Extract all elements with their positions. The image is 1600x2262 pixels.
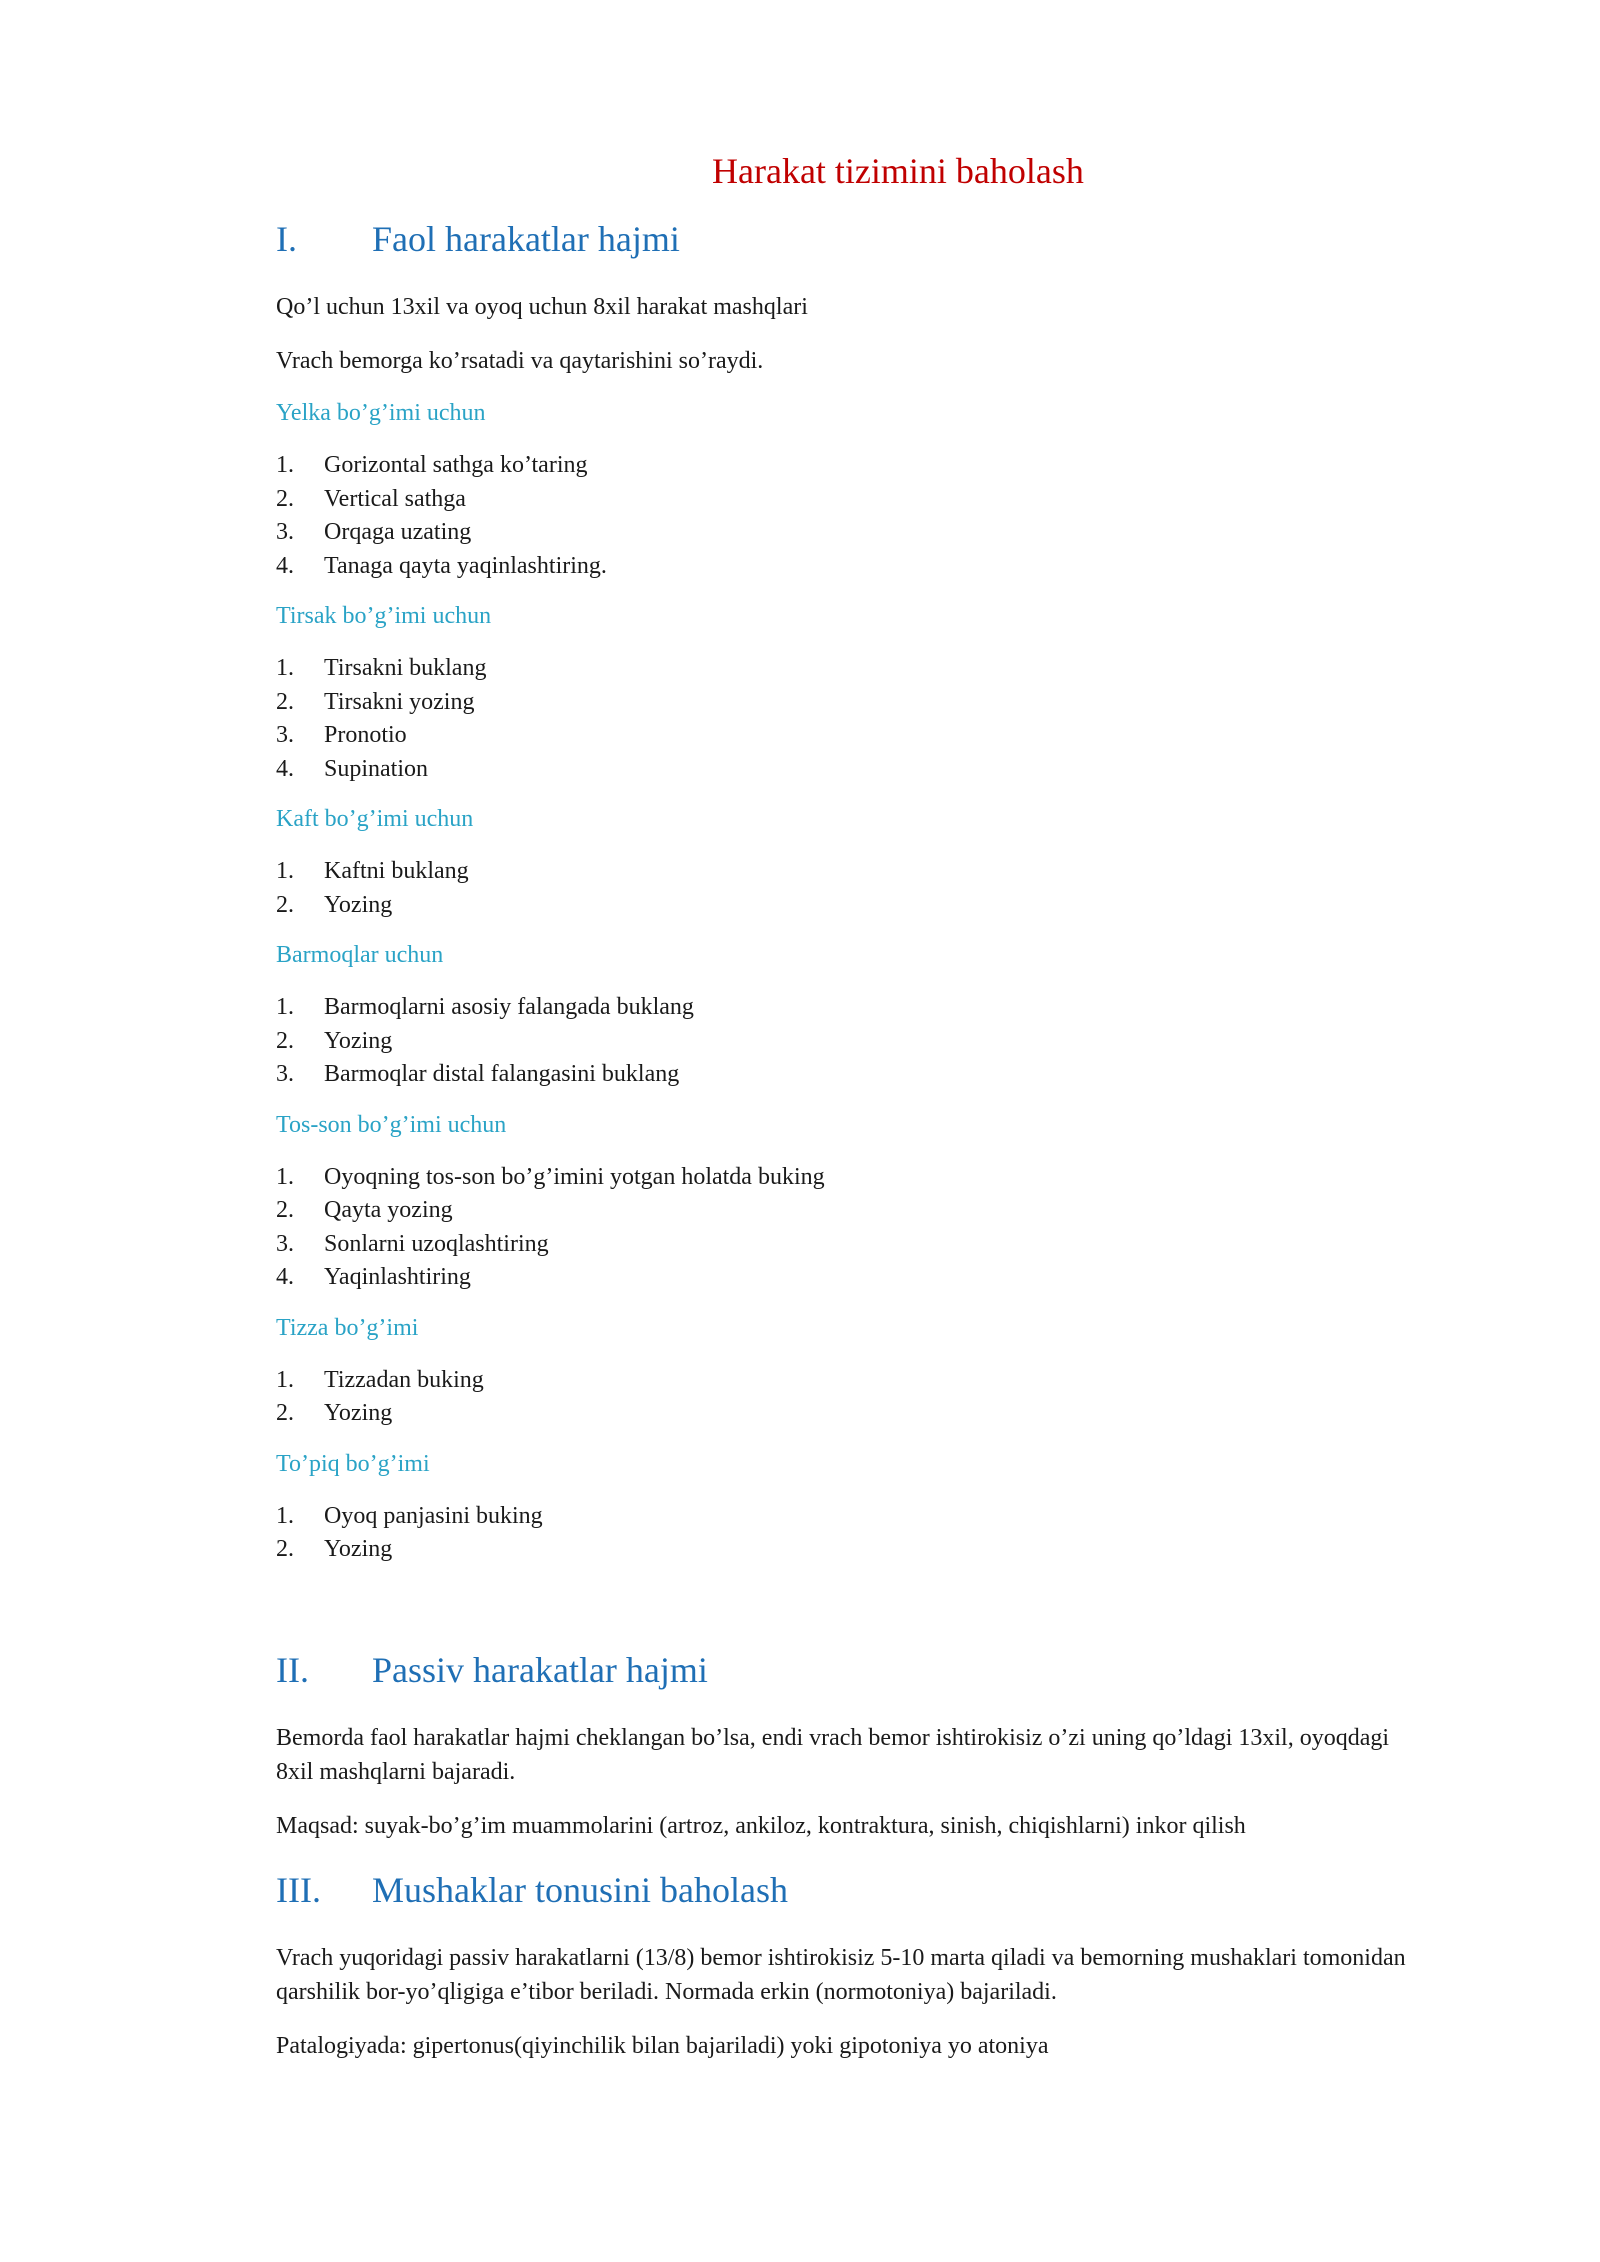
list-item (276, 991, 1426, 1025)
section-2-title: Passiv harakatlar hajmi (372, 1649, 708, 1690)
list-item-number: 1. (276, 1366, 294, 1393)
section-3-title: Mushaklar tonusini baholash (372, 1869, 788, 1910)
list-item-number: 3. (276, 519, 294, 545)
joint-group-heading: Kaft bo’g’imi uchun (276, 806, 474, 832)
list-item (276, 1194, 1426, 1228)
exercise-list (276, 652, 1426, 786)
list-item-text: Vertical sathga (324, 485, 466, 512)
list-item-number: 1. (276, 994, 294, 1020)
list-item-text: Pronotio (324, 722, 407, 748)
joint-group-heading: Tizza bo’g’imi (276, 1314, 419, 1341)
list-item-number: 2. (276, 1197, 294, 1223)
list-item (276, 1058, 1426, 1092)
exercise-list (276, 855, 1426, 922)
section-1-title: Faol harakatlar hajmi (372, 219, 680, 259)
list-item (276, 1228, 1426, 1262)
section-3-paragraph: Vrach yuqoridagi passiv harakatlarni (13/8) bemor ishtirokisiz 5-10 marta qiladi va bemorning mushaklari tomonidan qarshilik bor-yo’qligiga e’tibor beriladi. Normada erkin (normotoniya) bajariladi. (276, 1944, 1406, 2005)
exercise-list (276, 449, 1426, 583)
section-3-heading (276, 1869, 1426, 1911)
list-item-text: Barmoqlar distal falangasini buklang (324, 1061, 680, 1087)
list-item (276, 686, 1426, 720)
list-item (276, 483, 1426, 517)
list-item-number: 2. (276, 1027, 294, 1054)
section-2-paragraph: Maqsad: suyak-bo’g’im muammolarini (artroz, ankiloz, kontraktura, sinish, chiqishlarni) inkor qilish (276, 1812, 1246, 1839)
list-item-text: Orqaga uzating (324, 519, 472, 545)
list-item (276, 889, 1426, 923)
list-item-number: 1. (276, 452, 294, 478)
list-item (276, 855, 1426, 889)
list-item-number: 1. (276, 858, 294, 884)
list-item (276, 652, 1426, 686)
list-item-text: Sonlarni uzoqlashtiring (324, 1230, 549, 1257)
document-content (276, 150, 1426, 2083)
section-3-number: III. (276, 1869, 321, 1910)
list-item-text: Qayta yozing (324, 1197, 453, 1223)
list-item-text: Oyoq panjasini buking (324, 1502, 543, 1529)
list-item (276, 1533, 1426, 1567)
list-item (276, 449, 1426, 483)
list-item (276, 516, 1426, 550)
joint-group-heading: Tirsak bo’g’imi uchun (276, 603, 492, 629)
section-2-heading (276, 1649, 1426, 1691)
list-item-text: Kaftni buklang (324, 858, 469, 884)
list-item-number: 4. (276, 1264, 294, 1290)
list-item-number: 2. (276, 1536, 294, 1562)
exercise-list (276, 1500, 1426, 1567)
section-2-number: II. (276, 1649, 309, 1690)
list-item-text: Supination (324, 755, 429, 782)
list-item-number: 2. (276, 1400, 294, 1426)
exercise-list (276, 1364, 1426, 1431)
section-spacer (276, 1587, 1426, 1649)
list-item-number: 3. (276, 1061, 294, 1087)
list-item-number: 1. (276, 655, 294, 681)
document-title-text: Harakat tizimini baholash (712, 151, 1084, 191)
section-2-paragraph: Bemorda faol harakatlar hajmi cheklangan bo’lsa, endi vrach bemor ishtirokisiz o’zi uning qo’ldagi 13xil, oyoqdagi 8xil mashqlarni bajaradi. (276, 1724, 1390, 1785)
list-item (276, 1364, 1426, 1398)
list-item-number: 3. (276, 1230, 294, 1257)
list-item (276, 1500, 1426, 1534)
exercise-list (276, 1161, 1426, 1295)
list-item-text: Yozing (324, 1536, 393, 1562)
list-item-number: 4. (276, 552, 294, 579)
list-item-number: 1. (276, 1163, 294, 1190)
section-1-heading (276, 218, 1426, 260)
list-item-text: Barmoqlarni asosiy falangada buklang (324, 994, 694, 1020)
list-item (276, 1397, 1426, 1431)
list-item-text: Tizzadan buking (324, 1366, 484, 1393)
list-item (276, 1025, 1426, 1059)
joint-group-heading: To’piq bo’g’imi (276, 1450, 430, 1477)
list-item-number: 3. (276, 722, 294, 748)
joint-group-heading: Barmoqlar uchun (276, 942, 444, 968)
list-item (276, 719, 1426, 753)
section-1-number: I. (276, 219, 297, 259)
joint-groups (276, 400, 1426, 1567)
list-item-text: Tanaga qayta yaqinlashtiring. (324, 552, 607, 579)
list-item (276, 753, 1426, 787)
list-item-text: Gorizontal sathga ko’taring (324, 452, 588, 478)
list-item-text: Yozing (324, 1400, 393, 1426)
section-3-paragraph: Patalogiyada: gipertonus(qiyinchilik bilan bajariladi) yoki gipotoniya yo atoniya (276, 2032, 1049, 2059)
list-item-text: Tirsakni buklang (324, 655, 487, 681)
list-item-number: 4. (276, 755, 294, 782)
list-item (276, 550, 1426, 584)
list-item (276, 1261, 1426, 1295)
intro-paragraph: Vrach bemorga ko’rsatadi va qaytarishini so’raydi. (276, 348, 764, 374)
list-item-text: Yozing (324, 1027, 393, 1054)
list-item-text: Oyoqning tos-son bo’g’imini yotgan holatda buking (324, 1163, 825, 1190)
list-item (276, 1161, 1426, 1195)
intro-paragraph: Qo’l uchun 13xil va oyoq uchun 8xil harakat mashqlari (276, 294, 808, 320)
exercise-list (276, 991, 1426, 1092)
list-item-text: Yaqinlashtiring (324, 1264, 471, 1290)
list-item-text: Yozing (324, 891, 393, 918)
list-item-number: 1. (276, 1502, 294, 1529)
list-item-text: Tirsakni yozing (324, 688, 475, 715)
list-item-number: 2. (276, 891, 294, 918)
joint-group-heading: Tos-son bo’g’imi uchun (276, 1111, 507, 1138)
joint-group-heading: Yelka bo’g’imi uchun (276, 400, 486, 426)
document-title (712, 150, 1552, 192)
list-item-number: 2. (276, 485, 294, 512)
list-item-number: 2. (276, 688, 294, 715)
